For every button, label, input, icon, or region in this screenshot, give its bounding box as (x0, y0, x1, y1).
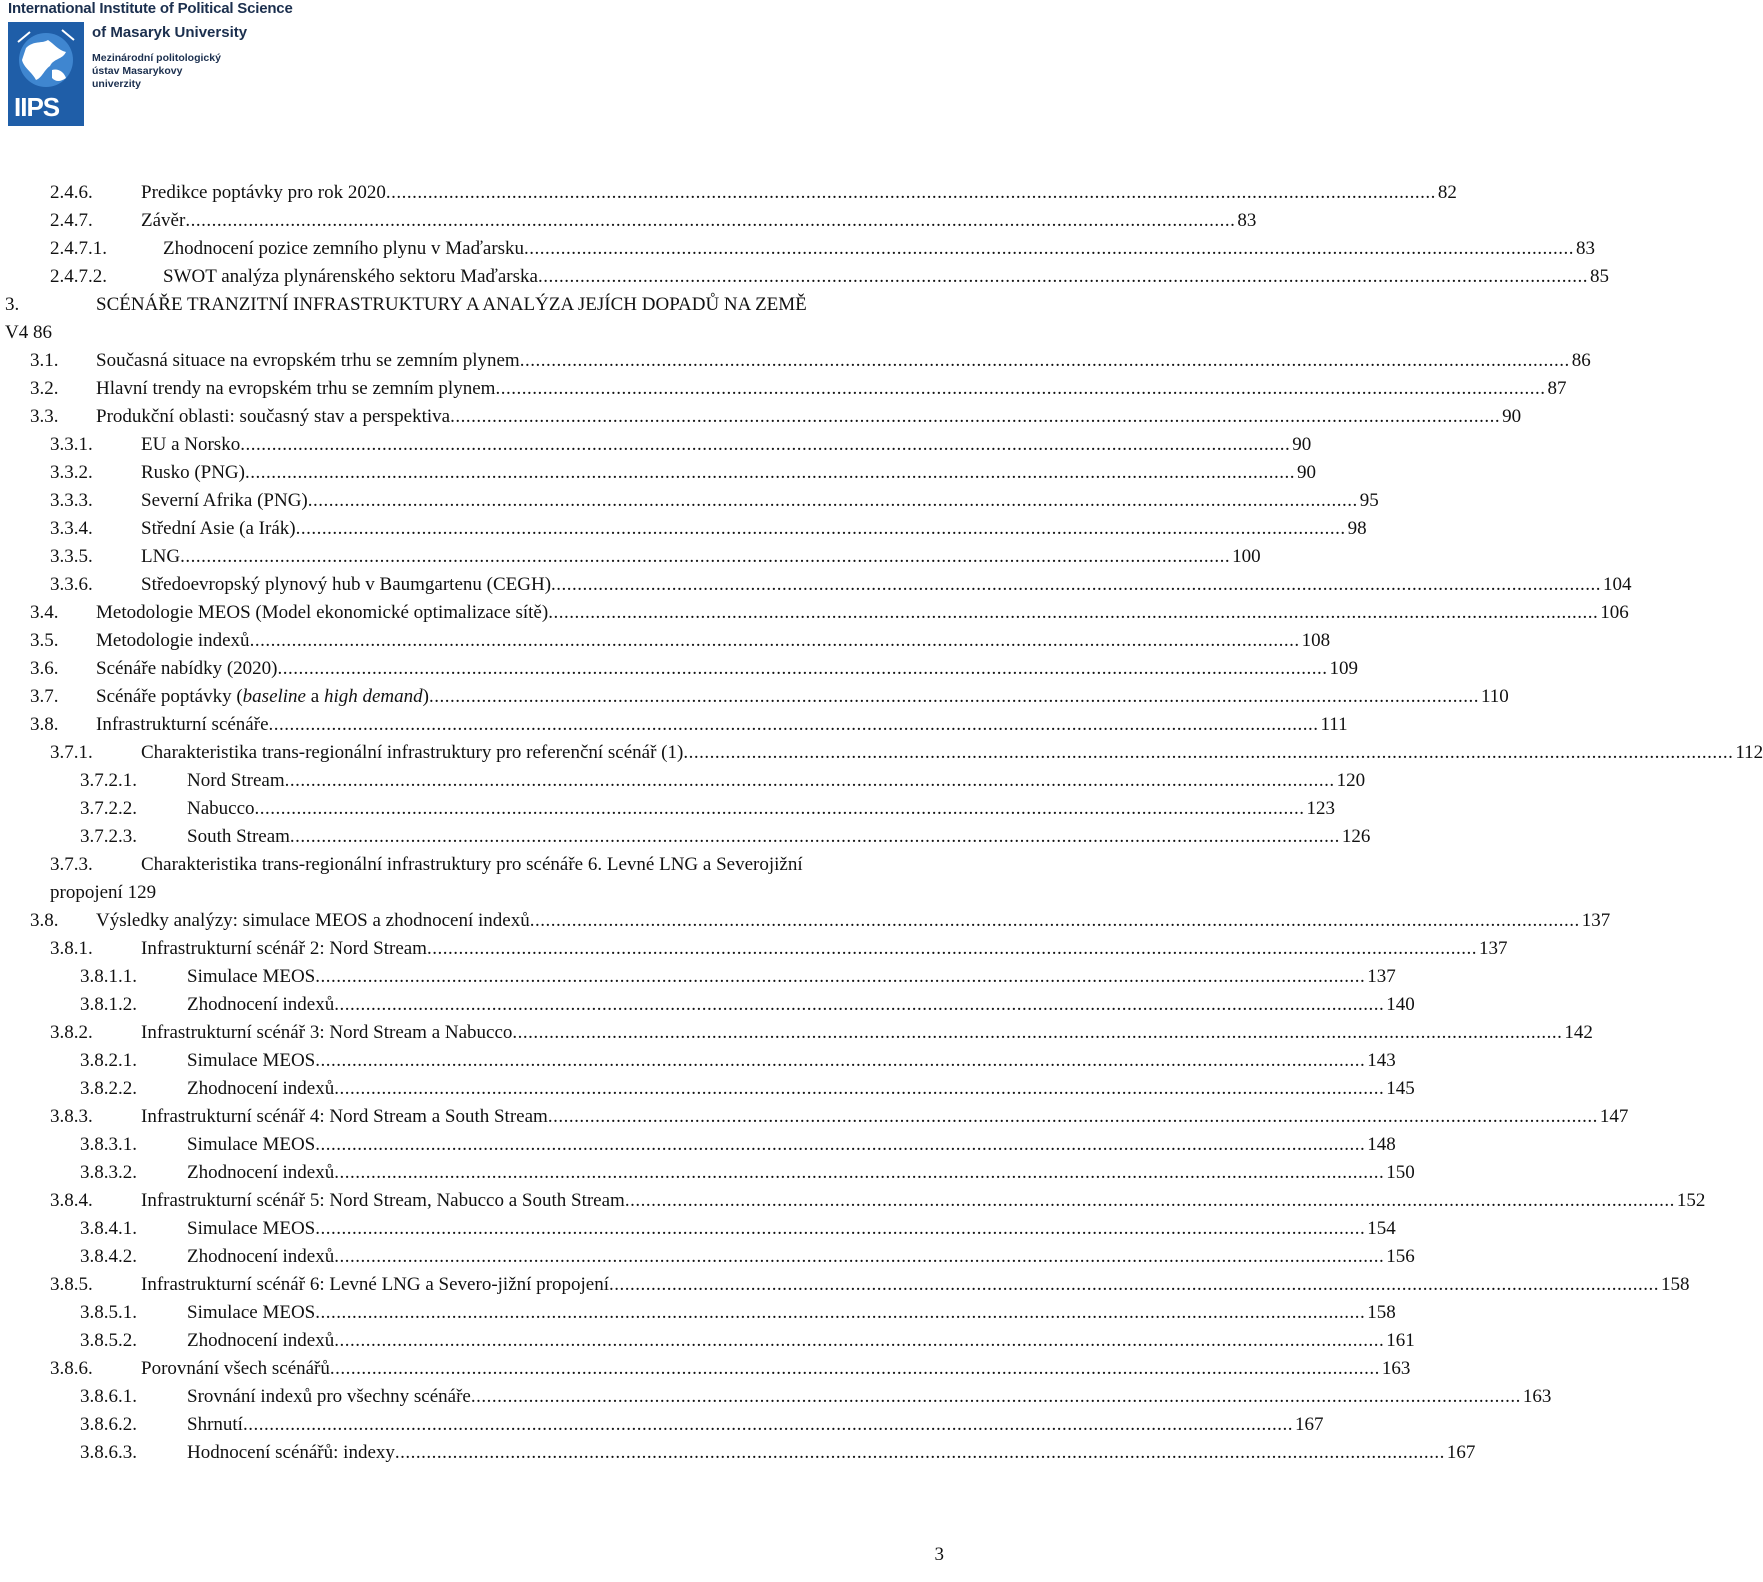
toc-entry-title: Současná situace na evropském trhu se zemním plynem (96, 350, 520, 371)
toc-entry-number: 3.7.3. (50, 854, 93, 875)
toc-entry-page: 152 (1676, 1190, 1706, 1211)
dot-leader: ........................................................................................................................................................................................................ (334, 1330, 1385, 1351)
toc-entry-title: Scénáře nabídky (2020) (96, 658, 278, 679)
logo-text: IIPS (14, 92, 60, 122)
toc-entry-number: 3.8. (30, 714, 59, 735)
toc-entry-title: Charakteristika trans-regionální infrastruktury pro referenční scénář (1) (141, 742, 684, 763)
toc-entry-number: 3.7.1. (50, 742, 93, 763)
toc-entry-number: 3.8.2.2. (80, 1078, 137, 1099)
toc-entry-title: Predikce poptávky pro rok 2020 (141, 182, 386, 203)
toc-entry-title-part: a (306, 686, 324, 707)
toc-entry-title: SCÉNÁŘE TRANZITNÍ INFRASTRUKTURY A ANALÝZA JEJÍCH DOPADŮ NA ZEMĚ (96, 294, 807, 315)
institute-name-line2: of Masaryk University (92, 24, 248, 41)
toc-entry-title: Shrnutí (187, 1414, 243, 1435)
toc-entry[interactable] (187, 1244, 1415, 1270)
toc-entry-page: 90 (1502, 406, 1522, 427)
toc-entry-number: 3.3.6. (50, 574, 93, 595)
toc-entry-page: 85 (1589, 266, 1609, 287)
toc-entry-page: 137 (1367, 966, 1396, 987)
toc-entry-number: 3.8.4.1. (80, 1218, 137, 1239)
toc-entry[interactable] (141, 1104, 1629, 1130)
toc-entry-number: 3.3.2. (50, 462, 93, 483)
toc-entry-title: Infrastrukturní scénář 2: Nord Stream (141, 938, 427, 959)
toc-entry-page: 143 (1367, 1050, 1396, 1071)
toc-entry-number: 3.8. (30, 910, 59, 931)
toc-entry[interactable] (187, 1048, 1396, 1074)
toc-entry-number: 3.7.2.2. (80, 798, 137, 819)
toc-entry[interactable] (187, 964, 1396, 990)
toc-entry-title: Simulace MEOS (187, 1050, 316, 1071)
toc-entry-page: 126 (1341, 826, 1371, 847)
toc-entry-title: Zhodnocení indexů (187, 994, 335, 1015)
dot-leader: ........................................................................................................................................................................................................ (315, 966, 1366, 987)
toc-entry-continuation: propojení 129 (50, 882, 157, 903)
toc-entry[interactable] (187, 1216, 1396, 1242)
toc-entry-page: 98 (1347, 518, 1367, 539)
dot-leader: ........................................................................................................................................................................................................ (307, 490, 1358, 511)
toc-entry-number: 3.7. (30, 686, 59, 707)
toc-entry-number: 3.3.3. (50, 490, 93, 511)
toc-entry-title: Infrastrukturní scénář 6: Levné LNG a Severo-jižní propojení (141, 1274, 609, 1295)
toc-entry-page: 120 (1336, 770, 1366, 791)
toc-entry-page: 110 (1480, 686, 1509, 707)
toc-entry-page: 109 (1329, 658, 1358, 679)
dot-leader: ........................................................................................................................................................................................................ (268, 714, 1319, 735)
toc-entry[interactable] (141, 544, 1261, 570)
toc-entry-number: 3.2. (30, 378, 59, 399)
dot-leader: ........................................................................................................................................................................................................ (295, 518, 1346, 539)
toc-entry-title: LNG (141, 546, 181, 567)
toc-entry-title: Zhodnocení indexů (187, 1330, 335, 1351)
toc-entry-page: 95 (1359, 490, 1379, 511)
toc-entry-title: Porovnání všech scénářů (141, 1358, 330, 1379)
dot-leader: ........................................................................................................................................................................................................ (426, 938, 1477, 959)
toc-entry-number: 3.3.5. (50, 546, 93, 567)
toc-entry-title-part: ) (422, 686, 429, 707)
dot-leader: ........................................................................................................................................................................................................ (244, 462, 1295, 483)
dot-leader: ........................................................................................................................................................................................................ (519, 350, 1570, 371)
dot-leader: ........................................................................................................................................................................................................ (450, 406, 1501, 427)
toc-entry-number: 3.3.4. (50, 518, 93, 539)
toc-entry-title: Simulace MEOS (187, 1218, 316, 1239)
dot-leader: ........................................................................................................................................................................................................ (329, 1358, 1380, 1379)
toc-entry-title: Nabucco (187, 798, 255, 819)
institute-subtitle (92, 52, 292, 91)
toc-entry[interactable] (187, 1076, 1415, 1102)
page-number: 3 (934, 1544, 944, 1565)
toc-entry-page: 90 (1296, 462, 1316, 483)
toc-entry-title (96, 684, 429, 710)
institute-name-line1: International Institute of Political Science (8, 0, 293, 17)
toc-entry[interactable] (187, 796, 1336, 822)
toc-entry-number: 3.4. (30, 602, 59, 623)
dot-leader: ........................................................................................................................................................................................................ (470, 1386, 1521, 1407)
toc-entry-title: Výsledky analýzy: simulace MEOS a zhodnocení indexů (96, 910, 530, 931)
toc-entry-number: 3.8.5. (50, 1274, 93, 1295)
toc-entry-page: 106 (1600, 602, 1629, 623)
toc-entry-page: 137 (1581, 910, 1611, 931)
toc-entry-page: 158 (1367, 1302, 1396, 1323)
toc-entry-title: Srovnání indexů pro všechny scénáře (187, 1386, 471, 1407)
toc-entry[interactable] (187, 1328, 1415, 1354)
toc-entry[interactable] (96, 348, 1591, 374)
toc-entry[interactable] (96, 656, 1358, 682)
toc-entry-page: 156 (1386, 1246, 1415, 1267)
toc-entry-number: 3.8.2. (50, 1022, 93, 1043)
toc-entry-title: Hodnocení scénářů: indexy (187, 1442, 395, 1463)
toc-entry-number: 2.4.6. (50, 182, 93, 203)
toc-entry-number: 3.8.4.2. (80, 1246, 137, 1267)
toc-entry-page: 163 (1522, 1386, 1552, 1407)
toc-entry[interactable] (141, 180, 1457, 206)
toc-entry-number: 3.3. (30, 406, 59, 427)
dot-leader: ........................................................................................................................................................................................................ (608, 1274, 1659, 1295)
dot-leader: ........................................................................................................................................................................................................ (624, 1190, 1675, 1211)
dot-leader: ........................................................................................................................................................................................................ (249, 630, 1300, 651)
dot-leader: ........................................................................................................................................................................................................ (683, 742, 1734, 763)
toc-entry-number: 3.1. (30, 350, 59, 371)
toc-entry-title: Infrastrukturní scénáře (96, 714, 269, 735)
dot-leader: ........................................................................................................................................................................................................ (548, 602, 1599, 623)
toc-entry-continuation: V4 86 (5, 322, 52, 343)
toc-entry-number: 2.4.7.1. (50, 238, 107, 259)
toc-entry-number: 3.8.6.1. (80, 1386, 137, 1407)
toc-entry[interactable] (141, 936, 1508, 962)
toc-entry-number: 3.3.1. (50, 434, 93, 455)
toc-entry[interactable] (141, 1188, 1706, 1214)
toc-entry-number: 3.5. (30, 630, 59, 651)
dot-leader: ........................................................................................................................................................................................................ (334, 994, 1385, 1015)
toc-entry-number: 3.8.2.1. (80, 1050, 137, 1071)
toc-entry-number: 3.8.5.2. (80, 1330, 137, 1351)
toc-entry-title: Severní Afrika (PNG) (141, 490, 308, 511)
toc-entry-number: 3.8.3.2. (80, 1162, 137, 1183)
toc-entry-title: Metodologie MEOS (Model ekonomické optimalizace sítě) (96, 602, 549, 623)
dot-leader: ........................................................................................................................................................................................................ (524, 238, 1575, 259)
toc-entry-page: 112 (1735, 742, 1763, 763)
toc-entry[interactable] (187, 1160, 1415, 1186)
toc-entry-title: Zhodnocení indexů (187, 1078, 335, 1099)
toc-entry-number: 3.8.1.1. (80, 966, 137, 987)
toc-entry-title: EU a Norsko (141, 434, 241, 455)
toc-entry-page: 104 (1603, 574, 1632, 595)
toc-entry-number: 3.8.3. (50, 1106, 93, 1127)
toc-entry-page: 163 (1381, 1358, 1411, 1379)
toc-entry[interactable] (141, 1356, 1411, 1382)
toc-entry[interactable] (96, 376, 1567, 402)
toc-entry-title: South Stream (187, 826, 290, 847)
toc-entry-title: Infrastrukturní scénář 3: Nord Stream a Nabucco (141, 1022, 513, 1043)
toc-entry-title: Střední Asie (a Irák) (141, 518, 296, 539)
toc-entry-title: Simulace MEOS (187, 966, 316, 987)
toc-entry-page: 123 (1306, 798, 1336, 819)
toc-entry[interactable] (96, 600, 1629, 626)
toc-entry-page: 154 (1367, 1218, 1396, 1239)
institute-subtitle-line2: ústav Masarykovy (92, 65, 183, 77)
toc-entry-number: 3.6. (30, 658, 59, 679)
toc-entry-number: 2.4.7.2. (50, 266, 107, 287)
toc-entry-title: Charakteristika trans-regionální infrastruktury pro scénáře 6. Levné LNG a Severojižní (141, 854, 803, 875)
dot-leader: ........................................................................................................................................................................................................ (385, 182, 1436, 203)
toc-entry[interactable] (96, 908, 1611, 934)
toc-entry[interactable] (187, 1384, 1552, 1410)
toc-entry-page: 83 (1237, 210, 1257, 231)
toc-entry[interactable] (141, 432, 1312, 458)
toc-entry-number: 3.8.1. (50, 938, 93, 959)
toc-entry[interactable] (187, 1412, 1324, 1438)
toc-entry-title-part: baseline (242, 686, 306, 707)
toc-entry-page: 87 (1547, 378, 1567, 399)
toc-entry[interactable] (141, 572, 1632, 598)
toc-entry-page: 86 (1571, 350, 1591, 371)
toc-entry-title: Nord Stream (187, 770, 285, 791)
toc-entry-number: 3.8.4. (50, 1190, 93, 1211)
dot-leader: ........................................................................................................................................................................................................ (334, 1246, 1385, 1267)
toc-entry[interactable] (187, 1300, 1396, 1326)
dot-leader: ........................................................................................................................................................................................................ (315, 1050, 1366, 1071)
toc-entry-title: SWOT analýza plynárenského sektoru Maďarska (163, 266, 538, 287)
toc-entry-number: 2.4.7. (50, 210, 93, 231)
institute-subtitle-line3: univerzity (92, 78, 142, 90)
dot-leader: ........................................................................................................................................................................................................ (315, 1302, 1366, 1323)
toc-entry-title: Zhodnocení indexů (187, 1246, 335, 1267)
toc-entry-page: 142 (1564, 1022, 1593, 1043)
toc-entry-title-part: Scénáře poptávky ( (96, 686, 243, 707)
dot-leader: ........................................................................................................................................................................................................ (180, 546, 1231, 567)
toc-entry-page: 83 (1576, 238, 1596, 259)
toc-entry-title-part: high demand (323, 686, 423, 707)
toc-entry[interactable] (187, 824, 1371, 850)
toc-entry-title: Produkční oblasti: současný stav a perspektiva (96, 406, 451, 427)
toc-entry-title: Metodologie indexů (96, 630, 250, 651)
dot-leader: ........................................................................................................................................................................................................ (284, 770, 1335, 791)
institute-header (8, 0, 348, 126)
toc-entry-number: 3.8.6.3. (80, 1442, 137, 1463)
toc-entry-number: 3.8.6. (50, 1358, 93, 1379)
toc-entry[interactable] (141, 460, 1316, 486)
dot-leader: ........................................................................................................................................................................................................ (315, 1134, 1366, 1155)
toc-entry-page: 111 (1320, 714, 1348, 735)
toc-entry-title: Závěr (141, 210, 186, 231)
dot-leader: ........................................................................................................................................................................................................ (551, 574, 1602, 595)
toc-entry-number: 3.8.6.2. (80, 1414, 137, 1435)
toc-entry[interactable] (141, 488, 1379, 514)
toc-entry[interactable] (187, 1132, 1396, 1158)
toc-entry-title: Hlavní trendy na evropském trhu se zemním plynem (96, 378, 496, 399)
toc-entry[interactable] (96, 712, 1348, 738)
dot-leader: ........................................................................................................................................................................................................ (254, 798, 1305, 819)
toc-entry[interactable] (141, 516, 1367, 542)
toc-entry[interactable] (141, 1272, 1690, 1298)
toc-entry-number: 3. (5, 294, 20, 315)
toc-entry-title: Zhodnocení indexů (187, 1162, 335, 1183)
dot-leader: ........................................................................................................................................................................................................ (315, 1218, 1366, 1239)
toc-entry[interactable] (141, 208, 1257, 234)
toc-entry-number: 3.7.2.3. (80, 826, 137, 847)
dot-leader: ........................................................................................................................................................................................................ (547, 1106, 1598, 1127)
toc-entry-title: Simulace MEOS (187, 1134, 316, 1155)
toc-entry-page: 148 (1367, 1134, 1396, 1155)
dot-leader: ........................................................................................................................................................................................................ (242, 1414, 1293, 1435)
toc-entry-number: 3.8.1.2. (80, 994, 137, 1015)
dot-leader: ........................................................................................................................................................................................................ (529, 910, 1580, 931)
dot-leader: ........................................................................................................................................................................................................ (289, 826, 1340, 847)
toc-entry-number: 3.8.3.1. (80, 1134, 137, 1155)
toc-entry-page: 90 (1292, 434, 1312, 455)
toc-entry-page: 167 (1446, 1442, 1476, 1463)
toc-entry-title: Rusko (PNG) (141, 462, 245, 483)
toc-entry[interactable] (187, 992, 1415, 1018)
toc-entry[interactable] (187, 768, 1366, 794)
dot-leader: ........................................................................................................................................................................................................ (334, 1078, 1385, 1099)
toc-entry-title: Zhodnocení pozice zemního plynu v Maďarsku (163, 238, 525, 259)
toc-entry-number: 3.7.2.1. (80, 770, 137, 791)
dot-leader: ........................................................................................................................................................................................................ (428, 686, 1479, 707)
toc-entry-title: Středoevropský plynový hub v Baumgartenu (CEGH) (141, 574, 552, 595)
toc-entry-page: 147 (1599, 1106, 1629, 1127)
toc-entry[interactable] (141, 740, 1763, 766)
iips-logo (8, 22, 84, 126)
toc-entry-title: Infrastrukturní scénář 4: Nord Stream a South Stream (141, 1106, 548, 1127)
dot-leader: ........................................................................................................................................................................................................ (537, 266, 1588, 287)
toc-entry[interactable] (96, 404, 1522, 430)
dot-leader: ........................................................................................................................................................................................................ (240, 434, 1291, 455)
toc-entry[interactable] (96, 628, 1331, 654)
toc-entry[interactable] (96, 292, 948, 318)
toc-entry-page: 167 (1294, 1414, 1324, 1435)
toc-entry-page: 137 (1478, 938, 1508, 959)
toc-entry-page: 108 (1301, 630, 1331, 651)
toc-entry-page: 82 (1437, 182, 1457, 203)
toc-entry-title: Simulace MEOS (187, 1302, 316, 1323)
toc-entry-page: 100 (1232, 546, 1261, 567)
toc-entry-number: 3.8.5.1. (80, 1302, 137, 1323)
toc-entry-page: 158 (1660, 1274, 1690, 1295)
toc-entry-page: 150 (1386, 1162, 1415, 1183)
toc-entry[interactable] (187, 1440, 1476, 1466)
toc-entry[interactable] (96, 684, 1509, 710)
dot-leader: ........................................................................................................................................................................................................ (512, 1022, 1563, 1043)
toc-entry[interactable] (163, 236, 1596, 262)
institute-subtitle-line1: Mezinárodní politologický (92, 52, 221, 64)
toc-entry-page: 161 (1386, 1330, 1415, 1351)
dot-leader: ........................................................................................................................................................................................................ (277, 658, 1328, 679)
toc-entry[interactable] (141, 1020, 1593, 1046)
toc-entry[interactable] (163, 264, 1609, 290)
dot-leader: ........................................................................................................................................................................................................ (185, 210, 1236, 231)
dot-leader: ........................................................................................................................................................................................................ (334, 1162, 1385, 1183)
toc-entry-page: 140 (1386, 994, 1415, 1015)
toc-entry-page: 145 (1386, 1078, 1415, 1099)
toc-entry[interactable] (141, 852, 948, 878)
dot-leader: ........................................................................................................................................................................................................ (394, 1442, 1445, 1463)
toc-entry-title: Infrastrukturní scénář 5: Nord Stream, Nabucco a South Stream (141, 1190, 625, 1211)
dot-leader: ........................................................................................................................................................................................................ (495, 378, 1546, 399)
